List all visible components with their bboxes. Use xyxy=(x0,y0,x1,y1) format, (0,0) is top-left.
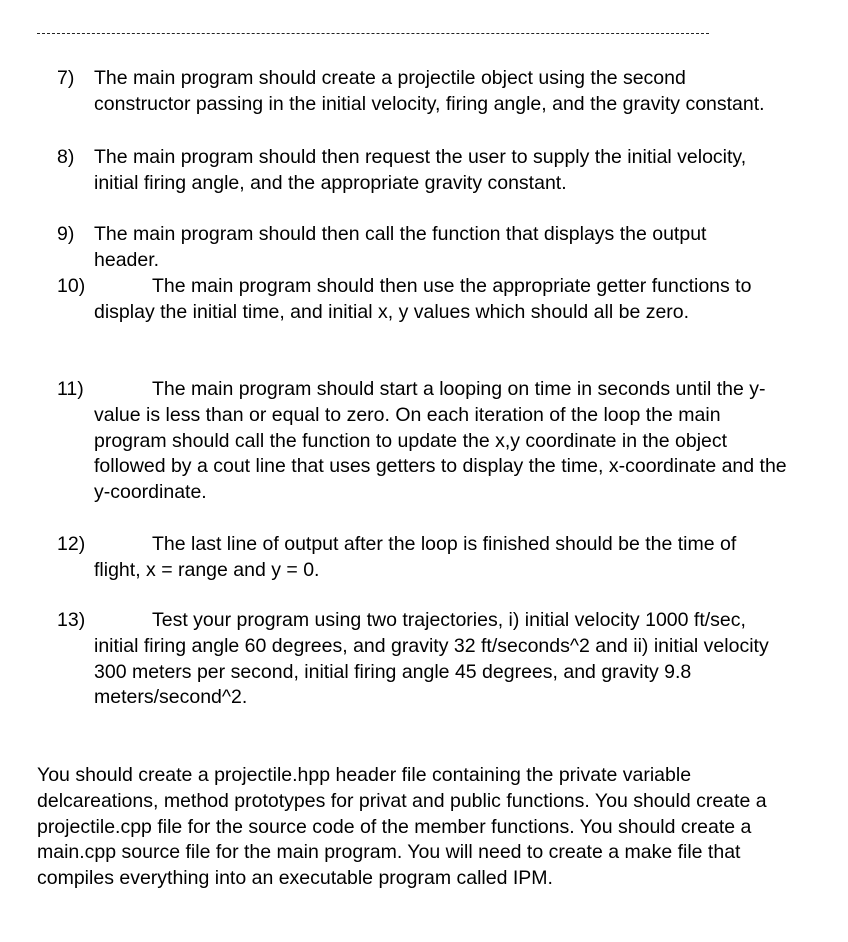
item-text: The main program should create a projectile object using the second constructor passing in the initial velocity, firing angle, and the gravity constant. xyxy=(94,67,765,115)
item-number: 10) xyxy=(57,275,86,297)
item-number: 9) xyxy=(57,223,75,245)
list-item xyxy=(57,66,797,118)
closing-paragraph: You should create a projectile.hpp header file containing the private variable delcareations, method prototypes for privat and public functions. You should create a projectile.cpp file for the source code of the member functions. You should create a main.cpp source file for the main program. You will need to create a make file that compiles everything into an executable program called IPM. xyxy=(37,764,767,890)
section-divider xyxy=(37,33,709,34)
item-number: 13) xyxy=(57,609,86,631)
item-text: The main program should start a looping on time in seconds until the y-value is less than or equal to zero. On each iteration of the loop the main program should call the function to update the x,y coordinate in the object followed by a cout line that uses getters to display the time, x-coordinate and the y-coordinate. xyxy=(94,378,787,504)
list-item xyxy=(57,145,797,197)
item-text: The main program should then use the appropriate getter functions to display the initial time, and initial x, y values which should all be zero. xyxy=(94,275,752,323)
list-item xyxy=(57,608,797,711)
item-text: The main program should then request the user to supply the initial velocity, initial firing angle, and the appropriate gravity constant. xyxy=(94,146,747,194)
item-number: 8) xyxy=(57,146,75,168)
item-text: Test your program using two trajectories, i) initial velocity 1000 ft/sec, initial firing angle 60 degrees, and gravity 32 ft/seconds^2 and ii) initial velocity 300 meters per second, initial firing angle 45 degrees, and gravity 9.8 meters/second^2. xyxy=(94,609,769,709)
item-number: 12) xyxy=(57,533,86,555)
list-item xyxy=(57,222,797,274)
list-item xyxy=(57,274,797,326)
list-item xyxy=(57,377,797,506)
item-number: 7) xyxy=(57,67,75,89)
item-text: The last line of output after the loop is finished should be the time of flight, x = range and y = 0. xyxy=(94,533,737,581)
item-text: The main program should then call the function that displays the output header. xyxy=(94,223,707,271)
item-number: 11) xyxy=(57,378,84,400)
list-item xyxy=(57,532,797,584)
